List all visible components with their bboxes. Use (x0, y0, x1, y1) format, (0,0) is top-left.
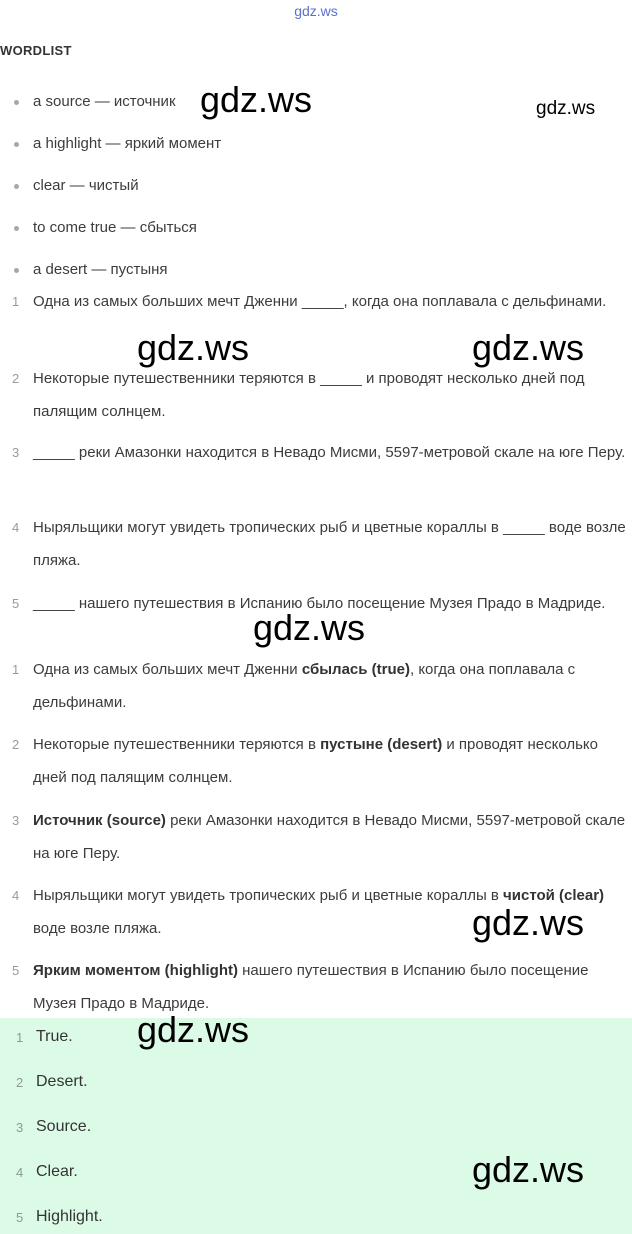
solved-text: реки Амазонки находится в Невадо Мисми, 5597-метровой скале на юге Перу. (33, 812, 626, 862)
watermark: gdz.ws (200, 79, 313, 120)
watermark: gdz.ws (253, 607, 366, 648)
wordlist-item: clear — чистый (33, 177, 139, 194)
item-number: 3 (16, 1120, 24, 1135)
solved-text: Ныряльщики могут увидеть тропических рыб и цветные кораллы в (33, 887, 504, 904)
answer-item: Clear. (36, 1163, 78, 1180)
site-link[interactable]: gdz.ws (294, 3, 338, 19)
answer-word: сбылась (true) (301, 661, 410, 678)
wordlist-item: a desert — пустыня (33, 261, 168, 278)
item-number: 2 (12, 371, 20, 386)
solved-text: , когда она поплавала с дельфинами. (33, 661, 576, 711)
exercise-item: _____ нашего путешествия в Испанию было посещение Музея Прадо в Мадриде. (33, 595, 606, 612)
answer-item: Source. (36, 1118, 92, 1135)
item-number: 3 (12, 813, 20, 828)
wordlist-heading: WORDLIST (0, 43, 72, 58)
item-number: 5 (16, 1210, 24, 1225)
bullet-icon (14, 184, 19, 189)
solved-text: Одна из самых больших мечт Дженни (33, 661, 302, 678)
solved-text: Некоторые путешественники теряются в (33, 736, 321, 753)
item-number: 1 (12, 294, 20, 309)
item-number: 1 (16, 1030, 24, 1045)
answer-word: чистой (clear) (503, 887, 605, 904)
wordlist-item: a highlight — яркий момент (33, 135, 222, 152)
solved-item (33, 804, 629, 870)
item-number: 4 (12, 888, 20, 903)
bullet-icon (14, 142, 19, 147)
solved-item (33, 653, 629, 719)
bullet-icon (14, 268, 19, 273)
item-number: 4 (12, 520, 20, 535)
wordlist-item: a source — источник (33, 93, 176, 110)
item-number: 5 (12, 596, 20, 611)
exercise-item: Некоторые путешественники теряются в _____ и проводят несколько дней под палящим солнцем. (33, 370, 585, 420)
watermark: gdz.ws (536, 98, 596, 119)
watermark: gdz.ws (472, 327, 585, 368)
answer-item: Desert. (36, 1073, 88, 1090)
answer-word: пустыне (desert) (320, 736, 443, 753)
answer-item: Highlight. (36, 1208, 103, 1225)
item-number: 5 (12, 963, 20, 978)
bullet-icon (14, 100, 19, 105)
watermark: gdz.ws (472, 1149, 585, 1190)
item-number: 1 (12, 662, 20, 677)
answer-word: Источник (source) (33, 812, 166, 829)
exercise-item: Одна из самых больших мечт Дженни _____, когда она поплавала с дельфинами. (33, 293, 607, 310)
solved-item (33, 954, 629, 1020)
solved-text: нашего путешествия в Испанию было посещение Музея Прадо в Мадриде. (33, 962, 589, 1012)
item-number: 3 (12, 445, 20, 460)
solved-text: воде возле пляжа. (33, 920, 162, 937)
exercise-item: _____ реки Амазонки находится в Невадо Мисми, 5597-метровой скале на юге Перу. (33, 444, 626, 461)
item-number: 2 (16, 1075, 24, 1090)
watermark: gdz.ws (472, 902, 585, 943)
item-number: 2 (12, 737, 20, 752)
wordlist-item: to come true — сбыться (33, 219, 197, 236)
bullet-icon (14, 226, 19, 231)
solved-item (33, 728, 629, 794)
watermark: gdz.ws (137, 1009, 250, 1050)
item-number: 4 (16, 1165, 24, 1180)
answers-panel (0, 1018, 632, 1234)
answer-item: True. (36, 1028, 73, 1045)
exercise-item: Ныряльщики могут увидеть тропических рыб и цветные кораллы в _____ воде возле пляжа. (33, 519, 626, 569)
answer-word: Ярким моментом (highlight) (33, 962, 238, 979)
watermark: gdz.ws (137, 327, 250, 368)
solved-text: и проводят несколько дней под палящим солнцем. (33, 736, 598, 786)
